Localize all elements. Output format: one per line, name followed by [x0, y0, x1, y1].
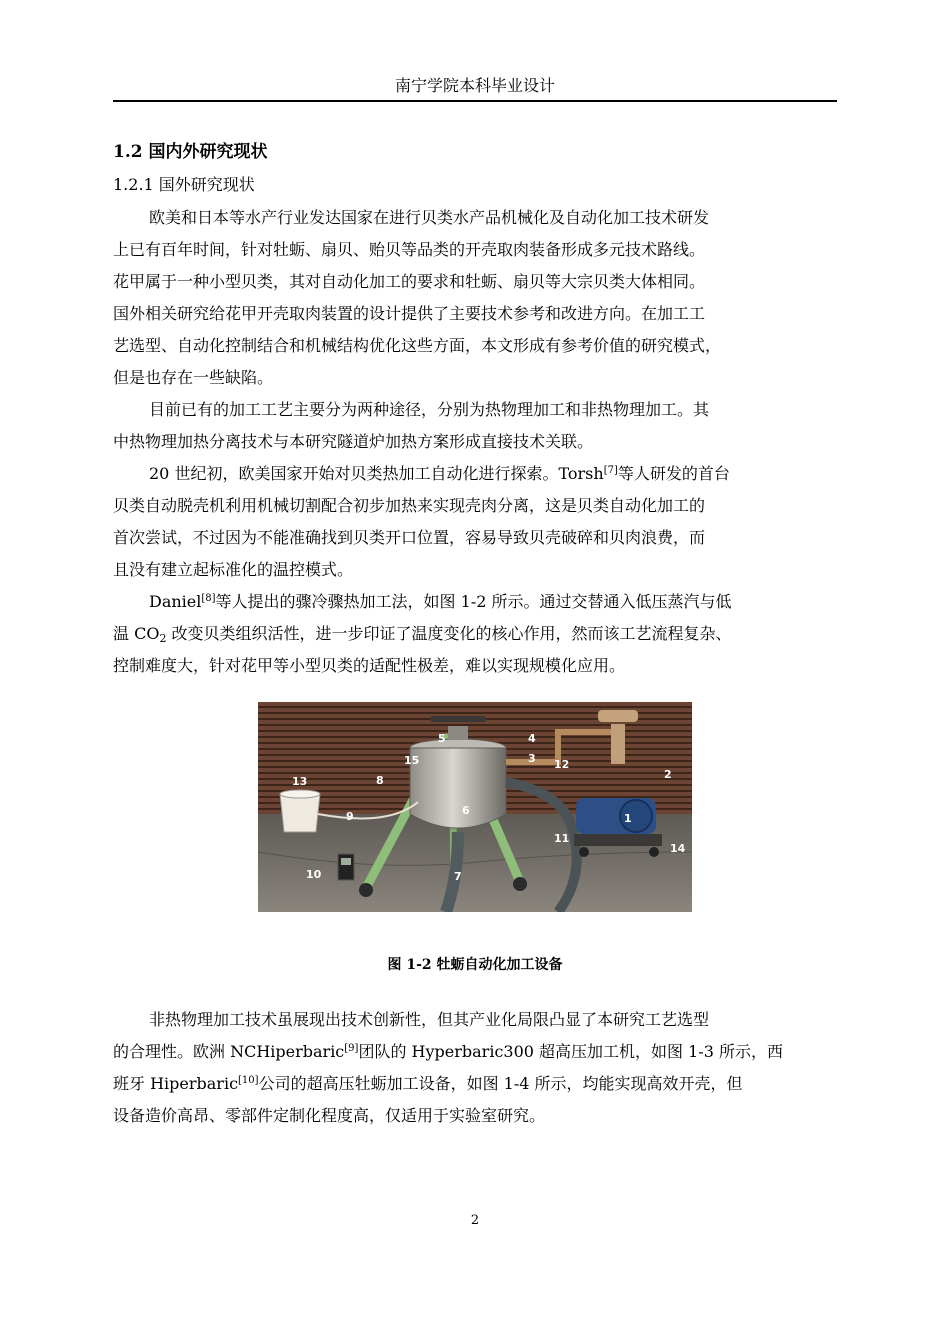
text-line: 贝类自动脱壳机利用机械切割配合初步加热来实现壳肉分离，这是贝类自动化加工的 [113, 496, 706, 515]
text-line: 20 世纪初，欧美国家开始对贝类热加工自动化进行探索。Torsh[7]等人研发的首台 [149, 464, 730, 483]
figure-label: 12 [554, 758, 570, 771]
header-rule [113, 100, 837, 102]
figure-label: 1 [624, 812, 632, 825]
figure-label: 6 [462, 804, 470, 817]
citation-ref[interactable]: [7] [603, 465, 618, 476]
citation-ref[interactable]: [8] [201, 593, 216, 604]
figure-label: 7 [454, 870, 462, 883]
paragraph-3 [113, 458, 837, 586]
figure-label: 10 [306, 868, 322, 881]
citation-ref[interactable]: [9] [344, 1043, 359, 1054]
text-line: 国外相关研究给花甲开壳取肉装置的设计提供了主要技术参考和改进方向。在加工工 [113, 304, 706, 323]
text-line: 艺选型、自动化控制结合和机械结构优化这些方面，本文形成有参考价值的研究模式， [113, 336, 722, 355]
text-line: 非热物理加工技术虽展现出技术创新性，但其产业化局限凸显了本研究工艺选型 [149, 1010, 710, 1029]
paragraph-2 [113, 394, 837, 458]
figure-label: 13 [292, 775, 308, 788]
figure-label: 8 [376, 774, 384, 787]
equipment-photo [258, 702, 692, 912]
section-heading: 1.2 国内外研究现状 [113, 142, 268, 162]
figure-label: 9 [346, 810, 354, 823]
text-line: 欧美和日本等水产行业发达国家在进行贝类水产品机械化及自动化加工技术研发 [149, 208, 710, 227]
text-line: 首次尝试，不过因为不能准确找到贝类开口位置，容易导致贝壳破碎和贝肉浪费，而 [113, 528, 706, 547]
figure-label: 5 [438, 732, 446, 745]
subscript: 2 [159, 632, 167, 645]
figure-label: 14 [670, 842, 686, 855]
text-line: 目前已有的加工工艺主要分为两种途径，分别为热物理加工和非热物理加工。其 [149, 400, 710, 419]
text-line: 中热物理加热分离技术与本研究隧道炉加热方案形成直接技术关联。 [113, 432, 594, 451]
paragraph-4 [113, 586, 837, 682]
figure-caption: 图 1-2 牡蛎自动化加工设备 [387, 957, 563, 973]
page-number: 2 [470, 1213, 480, 1228]
paragraph-5 [113, 1004, 837, 1132]
text-line: 班牙 Hiperbaric[10]公司的超高压牡蛎加工设备，如图 1-4 所示，均能实现高效开壳，但 [113, 1074, 743, 1093]
figure-label: 4 [528, 732, 536, 745]
text-line: 且没有建立起标准化的温控模式。 [113, 560, 354, 579]
paragraph-1 [113, 202, 837, 394]
text-line: 控制难度大，针对花甲等小型贝类的适配性极差，难以实现规模化应用。 [113, 656, 626, 675]
running-header: 南宁学院本科毕业设计 [394, 76, 555, 95]
figure-oyster-processing-equipment [258, 702, 692, 912]
citation-ref[interactable]: [10] [238, 1075, 259, 1086]
figure-label: 3 [528, 752, 536, 765]
text-line: Daniel[8]等人提出的骤冷骤热加工法，如图 1-2 所示。通过交替通入低压蒸汽与低 [149, 592, 732, 611]
figure-label: 2 [664, 768, 672, 781]
text-line: 的合理性。欧洲 NCHiperbaric[9]团队的 Hyperbaric300 超高压加工机，如图 1-3 所示，西 [113, 1042, 783, 1061]
figure-label: 15 [404, 754, 420, 767]
text-line: 上已有百年时间，针对牡蛎、扇贝、贻贝等品类的开壳取肉装备形成多元技术路线。 [113, 240, 706, 259]
figure-label: 11 [554, 832, 570, 845]
text-line: 花甲属于一种小型贝类，其对自动化加工的要求和牡蛎、扇贝等大宗贝类大体相同。 [113, 272, 706, 291]
text-line: 但是也存在一些缺陷。 [113, 368, 274, 387]
subsection-heading: 1.2.1 国外研究现状 [113, 175, 255, 194]
text-line: 设备造价高昂、零部件定制化程度高，仅适用于实验室研究。 [113, 1106, 546, 1125]
text-line: 温 $CO_2$ 改变贝类组织活性，进一步印证了温度变化的核心作用，然而该工艺流程复杂、 [113, 624, 732, 645]
